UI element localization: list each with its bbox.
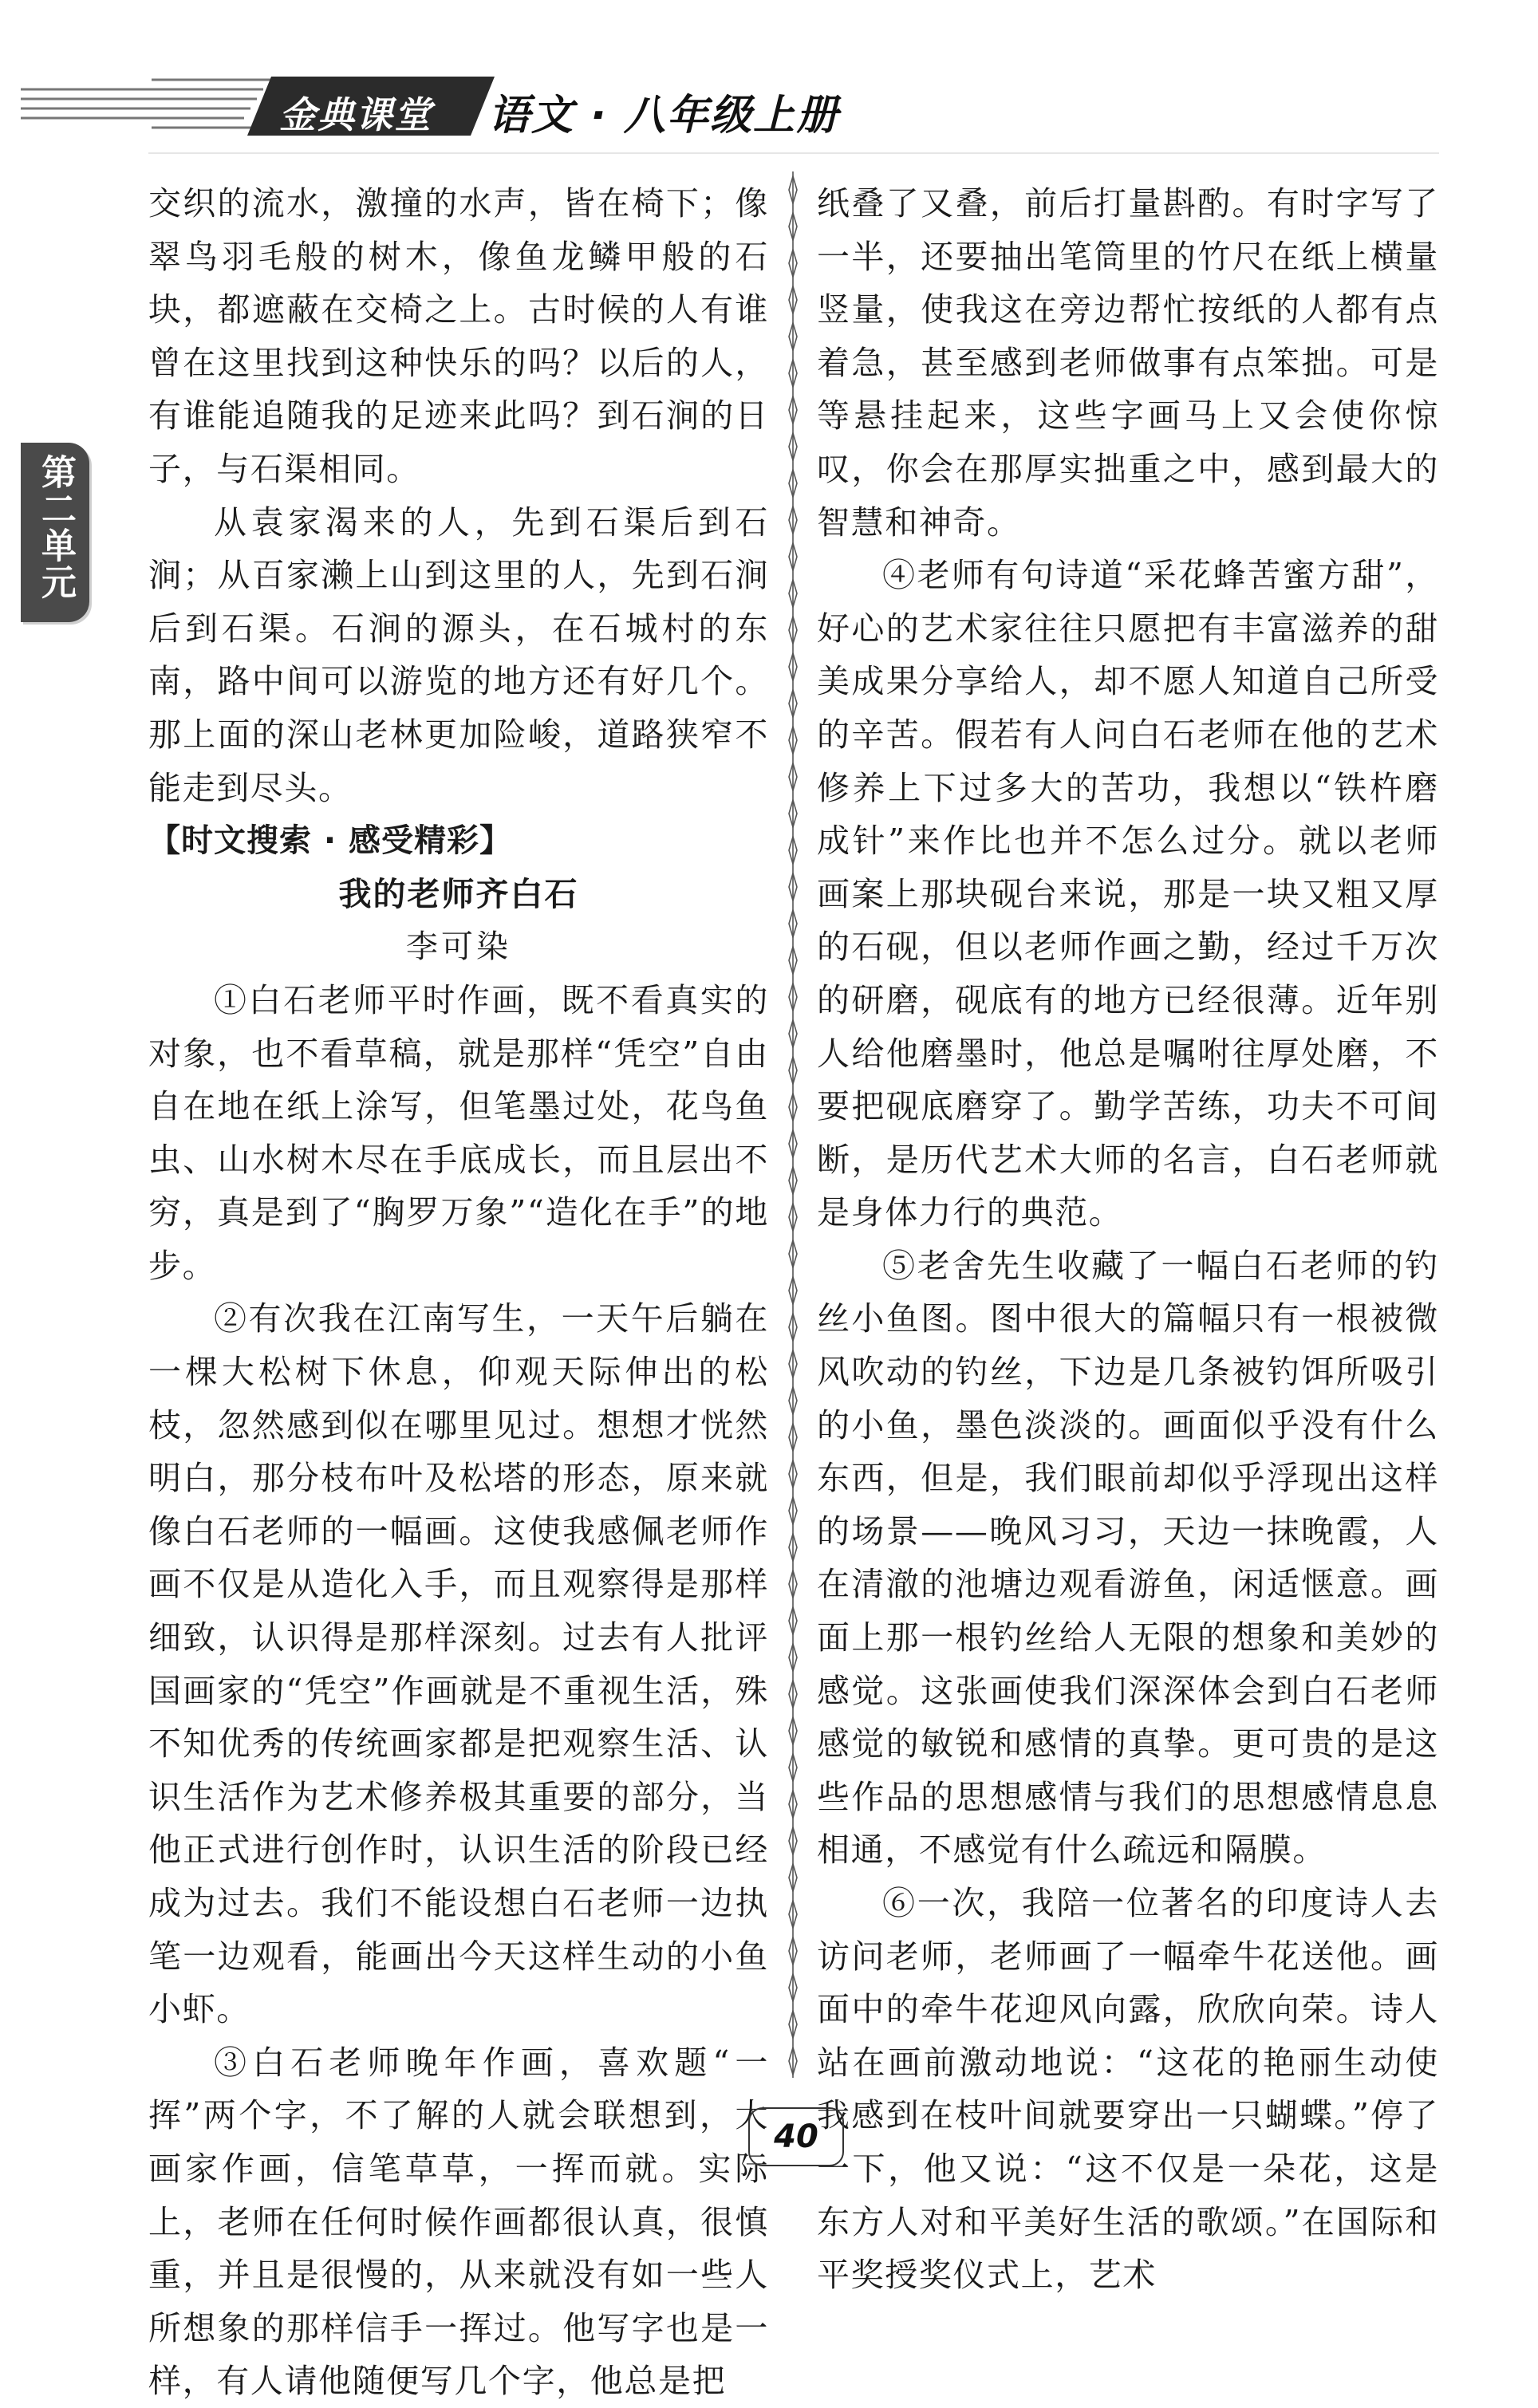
unit-tab-label: 第二单元 <box>35 454 76 601</box>
left-column <box>148 177 769 2408</box>
article-paragraph: 纸叠了又叠，前后打量斟酌。有时字写了一半，还要抽出笔筒里的竹尺在纸上横量竖量，使我这在旁边帮忙按纸的人都有点着急，甚至感到老师做事有点笨拙。可是等悬挂起来，这些字画马上又会使你惊叹，你会在那厚实拙重之中，感到最大的智慧和神奇。 <box>817 184 1439 542</box>
article-paragraph: ①白石老师平时作画，既不看真实的对象，也不看草稿，就是那样“凭空”自由自在地在纸上涂写，但笔墨过处，花鸟鱼虫、山水树木尽在手底成长，而且层出不穷，真是到了“胸罗万象”“造化在手”的地步。 <box>148 980 769 1285</box>
article-paragraph: ②有次我在江南写生，一天午后躺在一棵大松树下休息，仰观天际伸出的松枝，忽然感到似在哪里见过。想想才恍然明白，那分枝布叶及松塔的形态，原来就像白石老师的一幅画。这使我感佩老师作画不仅是从造化入手，而且观察得是那样细致，认识得是那样深刻。过去有人批评国画家的“凭空”作画就是不重视生活，殊不知优秀的传统画家都是把观察生活、认识生活作为艺术修养极其重要的部分，当他正式进行创作时，认识生活的阶段已经成为过去。我们不能设想白石老师一边执笔一边观看，能画出今天这样生动的小鱼小虾。 <box>148 1299 769 2029</box>
article-paragraph: ⑥一次，我陪一位著名的印度诗人去访问老师，老师画了一幅牵牛花送他。画面中的牵牛花迎风向露，欣欣向荣。诗人站在画前激动地说：“这花的艳丽生动使我感到在枝叶间就要穿出一只蝴蝶。”停了一下，他又说：“这不仅是一朵花，这是东方人对和平美好生活的歌颂。”在国际和平奖授奖仪式上，艺术 <box>817 1884 1439 2295</box>
article-title: 我的老师齐白石 <box>338 874 579 913</box>
page-header <box>0 0 1538 160</box>
article-paragraph: ④老师有句诗道“采花蜂苦蜜方甜”，好心的艺术家往往只愿把有丰富滋养的甜美成果分享给人，却不愿人知道自己所受的辛苦。假若有人问白石老师在他的艺术修养上下过多大的苦功，我想以“铁杵磨成针”来作比也并不怎么过分。就以老师画案上那块砚台来说，那是一块又粗又厚的石砚，但以老师作画之勤，经过千万次的研磨，砚底有的地方已经很薄。近年别人给他磨墨时，他总是嘱咐往厚处磨，不要把砚底磨穿了。勤学苦练，功夫不可间断，是历代艺术大师的名言，白石老师就是身体力行的典范。 <box>817 556 1439 1232</box>
right-column <box>817 177 1439 2302</box>
section-heading: 【时文搜索 · 感受精彩】 <box>148 822 513 860</box>
intro-paragraph: 交织的流水，激撞的水声，皆在椅下；像翠鸟羽毛般的树木，像鱼龙鳞甲般的石块，都遮蔽在交椅之上。古时候的人有谁曾在这里找到这种快乐的吗？以后的人，有谁能追随我的足迹来此吗？到石涧的日子，与石渠相同。 <box>148 184 769 488</box>
column-divider <box>777 171 809 2078</box>
brand-title: 金典课堂 <box>279 93 432 136</box>
article-paragraph: ⑤老舍先生收藏了一幅白石老师的钓丝小鱼图。图中很大的篇幅只有一根被微风吹动的钓丝，下边是几条被钓饵所吸引的小鱼，墨色淡淡的。画面似乎没有什么东西，但是，我们眼前却似乎浮现出这样的场景——晚风习习，天边一抹晚霞，人在清澈的池塘边观看游鱼，闲适惬意。画面上那一根钓丝给人无限的想象和美妙的感觉。这张画使我们深深体会到白石老师感觉的敏锐和感情的真挚。更可贵的是这些作品的思想感情与我们的思想感情息息相通，不感觉有什么疏远和隔膜。 <box>817 1246 1439 1870</box>
article-paragraph: ③白石老师晚年作画，喜欢题“一挥”两个字，不了解的人就会联想到，大画家作画，信笔草草，一挥而就。实际上，老师在任何时候作画都很认真，很慎重，并且是很慢的，从来就没有如一些人所想象的那样信手一挥过。他写字也是一样，有人请他随便写几个字，他总是把 <box>148 2043 769 2401</box>
subject-title: 语文 · 八年级上册 <box>488 92 839 140</box>
intro-paragraph: 从袁家渴来的人，先到石渠后到石涧；从百家濑上山到这里的人，先到石涧后到石渠。石涧的源头，在石城村的东南，路中间可以游览的地方还有好几个。那上面的深山老林更加险峻，道路狭窄不能走到尽头。 <box>148 502 769 807</box>
unit-tab <box>21 443 89 622</box>
article-author: 李可染 <box>406 928 511 966</box>
page-number: 40 <box>748 2107 844 2166</box>
